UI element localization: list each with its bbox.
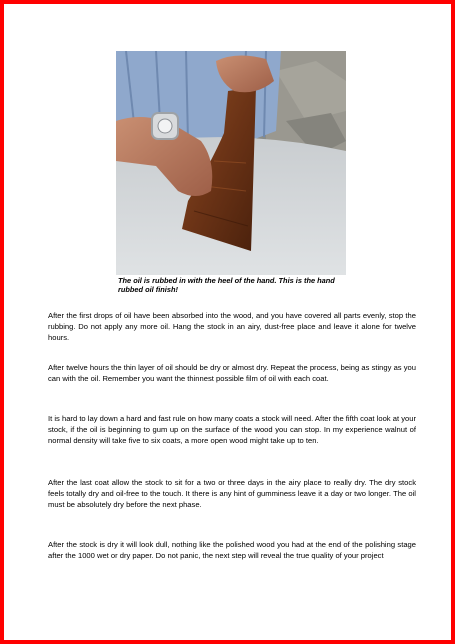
body-paragraph: It is hard to lay down a hard and fast rule on how many coats a stock will need. After the fifth coat look at your stock, if the oil is beginning to gum up on the surface of the wood you can stop. In my experience walnut of normal density will take five to six coats, a more open wood might take up to ten. <box>48 414 416 445</box>
body-paragraph: After twelve hours the thin layer of oil should be dry or almost dry. Repeat the process, being as stingy as you can with the oil. Remember you want the thinnest possible film of oil with each coat. <box>48 363 416 383</box>
photo-hand-rubbing-stock <box>116 51 346 275</box>
body-paragraph: After the stock is dry it will look dull, nothing like the polished wood you had at the end of the polishing stage after the 1000 wet or dry paper. Do not panic, the next step will reveal the true quality of your project <box>48 540 416 560</box>
body-paragraph: After the last coat allow the stock to sit for a two or three days in the airy place to really dry. The dry stock feels totally dry and oil-free to the touch. It there is any hint of gumminess leave it a day or two longer. The oil must be absolutely dry before the next phase. <box>48 478 416 509</box>
body-paragraph: After the first drops of oil have been absorbed into the wood, and you have covered all parts evenly, stop the rubbing. Do not apply any more oil. Hang the stock in an airy, dust-free place and leave it alone for twelve hours. <box>48 311 416 342</box>
photo-caption: The oil is rubbed in with the heel of the hand. This is the hand rubbed oil finish! <box>118 276 335 294</box>
